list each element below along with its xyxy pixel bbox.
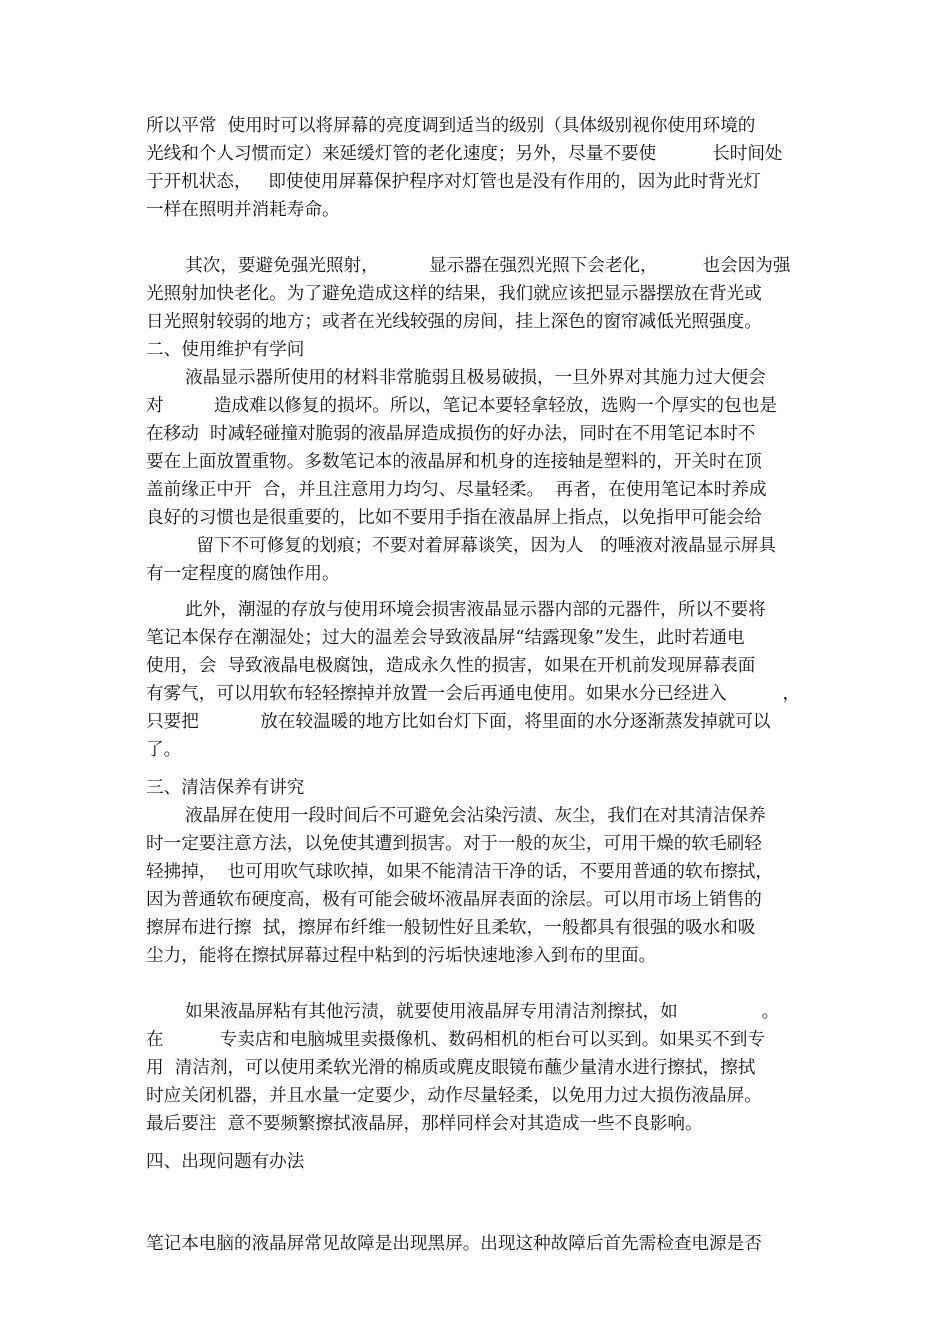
text-line: 盖前缘正中开 合，并且注意用力均匀、尽量轻柔。 再者，在使用笔记本时养成 xyxy=(146,480,767,500)
text-line: 此外，潮湿的存放与使用环境会损害液晶显示器内部的元器件，所以不要将 xyxy=(146,600,766,620)
text-line: 用 清洁剂，可以使用柔软光滑的棉质或麂皮眼镜布蘸少量清水进行擦拭，擦拭 xyxy=(146,1058,756,1078)
text-line: 笔记本电脑的液晶屏常见故障是出现黑屏。出现这种故障后首先需检查电源是否 xyxy=(146,1234,762,1254)
text-line: 液晶屏在使用一段时间后不可避免会沾染污渍、灰尘，我们在对其清洁保养 xyxy=(146,806,766,826)
text-line: 擦屏布进行擦 拭，擦屏布纤维一般韧性好且柔软，一般都具有很强的吸水和吸 xyxy=(146,918,756,938)
text-line: 最后要注 意不要频繁擦拭液晶屏，那样同样会对其造成一些不良影响。 xyxy=(146,1114,703,1134)
text-line: 有雾气，可以用软布轻轻擦掉并放置一会后再通电使用。如果水分已经进入 ， xyxy=(146,684,801,704)
text-line: 光线和个人习惯而定）来延缓灯管的老化速度；另外，尽量不要使 长时间处 xyxy=(146,144,783,164)
text-line: 如果液晶屏粘有其他污渍，就要使用液晶屏专用清洁剂擦拭，如 。 xyxy=(146,1002,780,1022)
text-line: 了。 xyxy=(146,740,182,760)
text-line: 其次，要避免强光照射， 显示器在强烈光照下会老化， 也会因为强 xyxy=(146,256,791,276)
text-line: 对 造成难以修复的损坏。所以，笔记本要轻拿轻放，选购一个厚实的包也是 xyxy=(146,396,777,416)
section-heading: 三、清洁保养有讲究 xyxy=(146,778,305,798)
text-line: 时应关闭机器，并且水量一定要少，动作尽量轻柔，以免用力过大损伤液晶屏。 xyxy=(146,1086,762,1106)
text-line: 有一定程度的腐蚀作用。 xyxy=(146,564,340,584)
section-heading: 二、使用维护有学问 xyxy=(146,340,305,360)
text-line: 所以平常 使用时可以将屏幕的亮度调到适当的级别（具体级别视你使用环境的 xyxy=(146,116,756,136)
text-line: 使用，会 导致液晶电极腐蚀，造成永久性的损害，如果在开机前发现屏幕表面 xyxy=(146,656,756,676)
text-line: 笔记本保存在潮湿处；过大的温差会导致液晶屏“结露现象”发生，此时若通电 xyxy=(146,628,745,648)
text-line: 留下不可修复的划痕；不要对着屏幕谈笑，因为人 的唾液对液晶显示屏具 xyxy=(146,536,777,556)
text-line: 只要把 放在较温暖的地方比如台灯下面，将里面的水分逐渐蒸发掉就可以 xyxy=(146,712,771,732)
text-line: 在 专卖店和电脑城里卖摄像机、数码相机的柜台可以买到。如果买不到专 xyxy=(146,1030,765,1050)
text-line: 要在上面放置重物。多数笔记本的液晶屏和机身的连接轴是塑料的，开关时在顶 xyxy=(146,452,762,472)
section-heading: 四、出现问题有办法 xyxy=(146,1152,305,1172)
text-line: 尘力，能将在擦拭屏幕过程中粘到的污垢快速地渗入到布的里面。 xyxy=(146,946,657,966)
text-line: 因为普通软布硬度高，极有可能会破坏液晶屏表面的涂层。可以用市场上销售的 xyxy=(146,890,762,910)
text-line: 日光照射较弱的地方；或者在光线较强的房间，挂上深色的窗帘减低光照强度。 xyxy=(146,312,762,332)
text-line: 一样在照明并消耗寿命。 xyxy=(146,200,340,220)
text-line: 时一定要注意方法，以免使其遭到损害。对于一般的灰尘，可用干燥的软毛刷轻 xyxy=(146,834,762,854)
text-line: 良好的习惯也是很重要的，比如不要用手指在液晶屏上指点，以免指甲可能会给 xyxy=(146,508,762,528)
text-line: 轻拂掉， 也可用吹气球吹掉，如果不能清洁干净的话，不要用普通的软布擦拭， xyxy=(146,862,773,882)
text-line: 液晶显示器所使用的材料非常脆弱且极易破损，一旦外界对其施力过大便会 xyxy=(146,368,766,388)
text-line: 于开机状态， 即使使用屏幕保护程序对灯管也是没有作用的，因为此时背光灯 xyxy=(146,172,761,192)
text-line: 光照射加快老化。为了避免造成这样的结果，我们就应该把显示器摆放在背光或 xyxy=(146,284,762,304)
text-line: 在移动 时减轻碰撞对脆弱的液晶屏造成损伤的好办法，同时在不用笔记本时不 xyxy=(146,424,756,444)
